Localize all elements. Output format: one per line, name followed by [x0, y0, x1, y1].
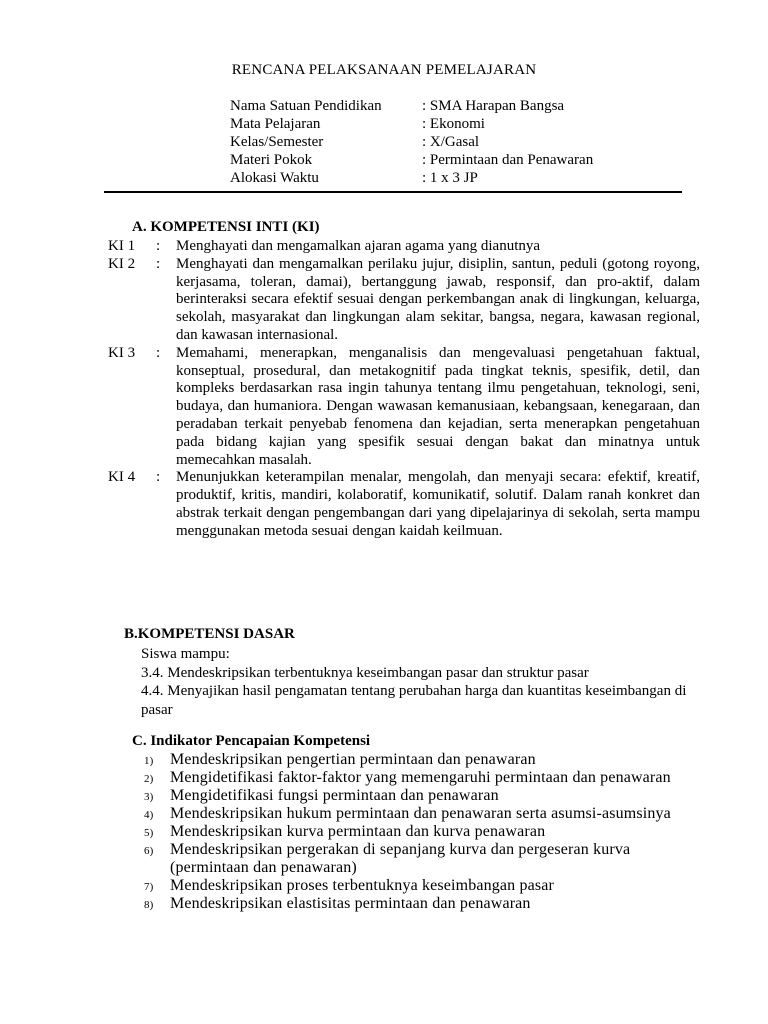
ki-colon: :: [156, 255, 161, 272]
identity-label: Materi Pokok: [230, 152, 313, 168]
indicator-number: 1): [144, 755, 154, 767]
ki-colon: :: [156, 469, 161, 486]
indicator-text: Mengidetifikasi fungsi permintaan dan penawaran: [170, 787, 499, 804]
indicator-text: Mendeskripsikan kurva permintaan dan kurva penawaran: [170, 823, 546, 840]
indicator-number: 4): [144, 809, 154, 821]
identity-value: : Permintaan dan Penawaran: [422, 152, 594, 168]
indicator-text: Mendeskripsikan pengertian permintaan dan penawaran: [170, 751, 536, 768]
indicator-item: [144, 751, 704, 769]
indicator-text: Mendeskripsikan elastisitas permintaan dan penawaran: [170, 895, 531, 912]
ki-colon: :: [156, 344, 161, 361]
indicator-item: [144, 805, 704, 823]
kd-item: 4.4. Menyajikan hasil pengamatan tentang perubahan harga dan kuantitas keseimbangan di pasar: [141, 683, 687, 718]
ki-text: Menghayati dan mengamalkan ajaran agama yang dianutnya: [176, 238, 541, 254]
identity-label: Nama Satuan Pendidikan: [230, 98, 382, 114]
identity-label: Kelas/Semester: [230, 134, 324, 150]
ki-colon: :: [156, 238, 161, 254]
indicator-number: 2): [144, 773, 154, 785]
kompetensi-inti-list: [108, 238, 700, 541]
identity-label: Mata Pelajaran: [230, 116, 321, 132]
indicator-text: Mendeskripsikan proses terbentuknya keseimbangan pasar: [170, 877, 554, 894]
indicator-list: [144, 751, 704, 913]
identity-row: [230, 169, 593, 187]
kd-intro: Siswa mampu:: [141, 646, 230, 662]
kd-item: 3.4. Mendeskripsikan terbentuknya keseimbangan pasar dan struktur pasar: [141, 664, 589, 681]
document-title: RENCANA PELAKSANAAN PEMELAJARAN: [231, 62, 537, 78]
identity-row: [230, 97, 593, 115]
ki-code: KI 2: [108, 255, 136, 272]
indicator-item: [144, 895, 704, 913]
section-a-heading: A. KOMPETENSI INTI (KI): [132, 219, 320, 235]
identity-label: Alokasi Waktu: [230, 170, 319, 186]
identity-row: [230, 115, 593, 133]
indicator-item: [144, 823, 704, 841]
ki-item: [108, 256, 700, 345]
identity-value: : 1 x 3 JP: [422, 170, 478, 186]
indicator-number: 8): [144, 899, 154, 911]
ki-item: [108, 238, 700, 256]
indicator-text: Mendeskripsikan pergerakan di sepanjang kurva dan pergeseran kurva (permintaan dan penawaran): [170, 841, 631, 876]
identity-value: : SMA Harapan Bangsa: [422, 98, 565, 114]
indicator-number: 3): [144, 791, 154, 803]
indicator-item: [144, 841, 704, 877]
indicator-number: 6): [144, 845, 154, 857]
identity-row: [230, 151, 593, 169]
kompetensi-dasar-list: [141, 645, 701, 719]
indicator-number: 5): [144, 827, 154, 839]
indicator-number: 7): [144, 881, 154, 893]
indicator-item: [144, 877, 704, 895]
indicator-item: [144, 769, 704, 787]
ki-code: KI 1: [108, 238, 136, 254]
ki-text: Menunjukkan keterampilan menalar, mengolah, dan menyaji secara: efektif, kreatif, produktif, kritis, mandiri, kolaboratif, komunikatif, solutif. Dalam ranah konkret dan abstrak terkait dengan pengembangan dari yang dipelajarinya di sekolah, serta mampu menggunakan metoda sesuai dengan kaidah keilmuan.: [176, 469, 700, 539]
identity-value: : Ekonomi: [422, 116, 485, 132]
ki-code: KI 3: [108, 344, 136, 361]
identity-row: [230, 133, 593, 151]
indicator-text: Mengidetifikasi faktor-faktor yang memengaruhi permintaan dan penawaran: [170, 769, 671, 786]
identity-table: [230, 97, 593, 187]
section-c-heading: C. Indikator Pencapaian Kompetensi: [132, 733, 371, 749]
ki-item: [108, 469, 700, 540]
section-b-heading: B.KOMPETENSI DASAR: [124, 626, 295, 642]
ki-code: KI 4: [108, 469, 136, 486]
indicator-item: [144, 787, 704, 805]
ki-text: Menghayati dan mengamalkan perilaku jujur, disiplin, santun, peduli (gotong royong, kerjasama, toleran, damai), bertanggung jawab, responsif, dan pro-aktif, dalam berinteraksi secara efektif sesuai dengan perkembangan anak di lingkungan, keluarga, sekolah, masyarakat dan lingkungan alam sekitar, bangsa, negara, kawasan regional, dan kawasan internasional.: [176, 255, 700, 343]
indicator-text: Mendeskripsikan hukum permintaan dan penawaran serta asumsi-asumsinya: [170, 805, 671, 822]
ki-item: [108, 345, 700, 470]
header-divider: [104, 191, 682, 193]
ki-text: Memahami, menerapkan, menganalisis dan mengevaluasi pengetahuan faktual, konseptual, prosedural, dan metakognitif pada tingkat teknis, spesifik, detil, dan kompleks berdasarkan rasa ingin tahunya tentang ilmu pengetahuan, teknologi, seni, budaya, dan humaniora. Dengan wawasan kemanusiaan, kebangsaan, kenegaraan, dan peradaban terkait penyebab fenomena dan kejadian, serta menerapkan pengetahuan pada bidang kajian yang spesifik sesuai dengan bakat dan minatnya untuk memecahkan masalah.: [176, 344, 700, 468]
identity-value: : X/Gasal: [422, 134, 480, 150]
